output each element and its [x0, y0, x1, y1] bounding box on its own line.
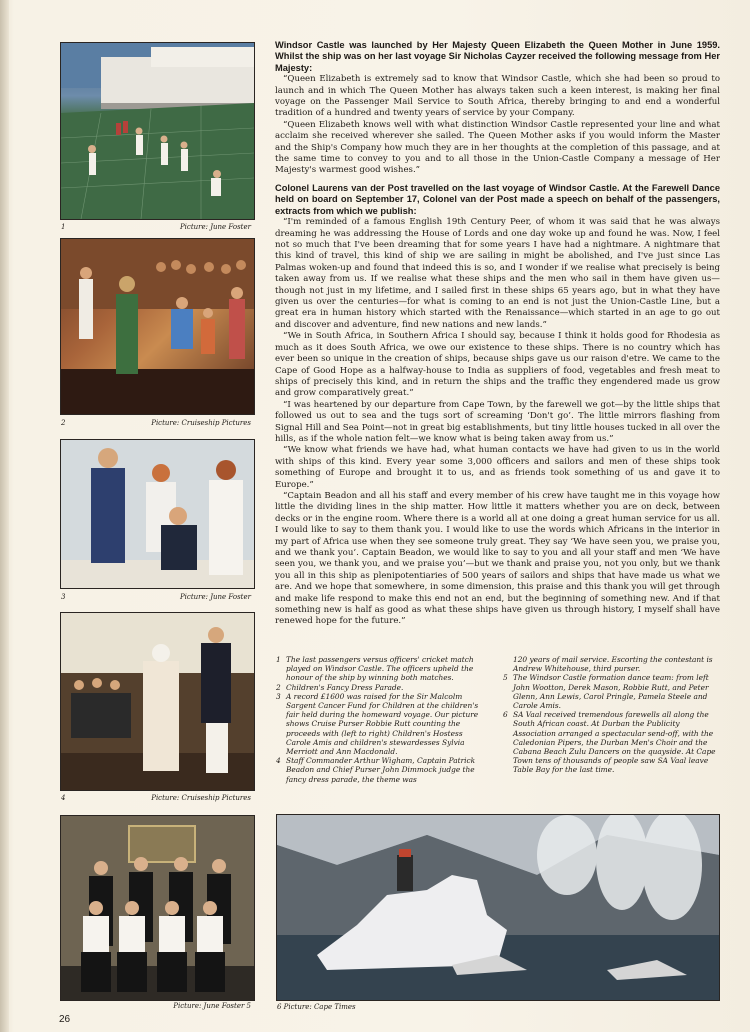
caption-text: Children's Fancy Dress Parade. — [286, 682, 404, 692]
photo-number: 4 — [61, 794, 66, 802]
photo-1-caption — [60, 223, 253, 234]
article-paragraph: “We know what friends we have had, what human contacts we have had given to us in the world with ships of this kind. Every year some 3,000 officers and sailors and men of these ships took something of Europe and brought it to us, and as friends took something of us and gave it to Europe.” — [275, 445, 720, 490]
caption-item — [276, 756, 486, 784]
fancy-dress-illustration — [61, 239, 254, 414]
caption-item — [503, 655, 719, 673]
caption-item — [276, 692, 486, 756]
caption-text: The last passengers versus officers' cricket match played on Windsor Castle. The officers upheld the honour of the ship by winning both matches. — [286, 655, 474, 683]
photo-6-credit: 6 Picture: Cape Times — [277, 1003, 356, 1011]
dance-team-illustration — [61, 816, 254, 1000]
captions-right-column — [503, 655, 719, 775]
photo-number: 2 — [61, 419, 66, 427]
photo-fancy-dress-parade — [60, 238, 255, 415]
photo-4-caption — [60, 794, 253, 805]
photo-sa-vaal-departure — [276, 814, 720, 1001]
article-paragraph: “Captain Beadon and all his staff and every member of his crew have taught me in this voyage how little the dividing lines in the ship matter. How little it matters whether you are on deck, between decks or in the engine room. Where there is a world all at one doing a great human service for us all. I would like to say to them thank you. I would like to use the words which Africans in the interior in my part of Africa use when they see someone truly great. They say ‘We have seen you, we praise you, and we thank you’. Captain Beadon, we would like to say to you and all your staff and men ‘We have seen you, we thank you, and we praise you’—but we thank and praise you, not you only, but we thank you all in this ship as plenipotentiaries of 500 years of sailors and ships that have made us what we are. And we hope that somewhere, in some dimension, this praise and this thank you will get through and make life respond to make this end not an end, but the beginning of something new. And if that something new is half as good as what these ships have given us through history, I myself shall have renewed hope for the future.” — [275, 490, 720, 627]
photo-3-caption — [60, 593, 253, 604]
photo-cricket-match — [60, 42, 255, 220]
queen-mother-message — [275, 40, 720, 177]
article-paragraph: “Queen Elizabeth knows well with what distinction Windsor Castle represented your line and what acclaim she received wherever she sailed. The Queen Mother asks if you would inform the Master and the Ship's Company how much they are in her thoughts at the completion of this passage, and at the same time to convey to you and to all those in the Union-Castle Company a message of Her Majesty's warmest good wishes.” — [275, 119, 720, 176]
counting-proceeds-illustration — [61, 440, 254, 588]
photo-5-caption — [60, 1002, 253, 1013]
photo-credit: Picture: June Foster — [179, 223, 251, 231]
photo-counting-proceeds — [60, 439, 255, 589]
caption-text: 120 years of mail service. Escorting the contestant is Andrew Whitehouse, third purser. — [513, 655, 713, 674]
page-number: 26 — [59, 1014, 71, 1025]
article-paragraph: “We in South Africa, in Southern Africa I should say, because I think it holds good for Rhodesia as much as it does South Africa, we owe our existence to these ships. There is no country which has ever been so unique in the creation of ships, because ships gave us our raison d'etre. We came to the Cape of Good Hope as a halfway-house to India as suppliers of food, vegetables and fresh meat to ships of precisely this kind, and in return the ships and the traffic they engendered made us grow and grow comparatively great.” — [275, 331, 720, 399]
captions-left-column — [276, 655, 486, 784]
van-der-post-speech — [275, 183, 720, 628]
ship-departure-illustration — [277, 815, 719, 1000]
article-lead: Colonel Laurens van der Post travelled on the last voyage of Windsor Castle. At the Farewell Dance held on board on September 17, Colonel van der Post made a speech on behalf of the passengers, extracts from which we publish: — [275, 183, 720, 216]
photo-number: 3 — [61, 593, 66, 601]
photo-number: 1 — [61, 223, 66, 231]
photo-credit: Picture: June Foster — [179, 593, 251, 601]
caption-text: SA Vaal received tremendous farewells all along the South African coast. At Durban the Publicity Association arranged a spectacular send-off, with the Caledonian Pipers, the Durban Men's Choir and the Cabana Beach Zulu Dancers on the quayside. At Cape Town tens of thousands of people saw SA Vaal leave Table Bay for the last time. — [513, 710, 716, 775]
caption-number: 3 — [276, 691, 281, 701]
caption-number: 1 — [276, 655, 281, 664]
article-paragraph: “I was heartened by our departure from Cape Town, by the farewell we got—by the little ships that followed us out to sea and the tugs sort of screaming ‘Don't go’. The little mirrors flashing from Signal Hill and Sea Point—not in great big establishments, but tiny little houses tucked in all over the hills, as if the whole nation felt—we know what is being taken away from us.” — [275, 399, 720, 444]
photo-credit: Picture: Cruiseship Pictures — [151, 419, 251, 427]
page-binding-edge — [0, 0, 9, 1032]
cricket-scene-illustration — [61, 43, 254, 219]
photo-credit: Picture: Cruiseship Pictures — [151, 794, 251, 802]
photo-credit: Picture: June Foster 5 — [173, 1002, 251, 1010]
caption-number: 5 — [503, 673, 508, 683]
caption-number: 4 — [276, 756, 281, 766]
article-paragraph: “I'm reminded of a famous English 19th Century Peer, of whom it was said that he was always dreaming he was addressing the House of Lords and one day woke up and found he was. Now, I feel not so much that I've been dreaming that for some years I have had a nightmare. A nightmare that this kind of travel, this kind of ship we are sailing in might be abolished, and I've just since Las Palmas woken-up and found that indeed this is so, and I wonder if we realise what precisely is being taken away from us. If we realise what these ships and the men who sail in them have given us—though not just in my lifetime, and I sailed first in these ships 65 years ago, but in what they have given us over the centuries—for what is coming to an end is not just the Union-Castle Line, but a great era in human history which started with the Renaissance—which started in an age to go out and discover and adventure, find new nations and new lands.” — [275, 217, 720, 330]
caption-text: The Windsor Castle formation dance team: from left John Wootton, Derek Mason, Robbie Rutt, and Peter Glenn, Ann Lewis, Carol Pringle, Pamela Steele and Carole Amis. — [513, 673, 709, 711]
caption-number: 2 — [276, 682, 281, 692]
article-paragraph: “Queen Elizabeth is extremely sad to know that Windsor Castle, which she had been so proud to launch and in which The Queen Mother has always taken such a keen interest, is making her final voyage on the Passenger Mail Service to South Africa, thereby bringing to and end a wonderful tradition of a hundred and twenty years of service by your Company. — [275, 74, 720, 119]
caption-item — [503, 673, 719, 710]
judging-illustration — [61, 613, 254, 790]
caption-item — [276, 655, 486, 683]
caption-item — [276, 683, 486, 692]
photo-2-caption — [60, 419, 253, 430]
article-lead: Windsor Castle was launched by Her Majesty Queen Elizabeth the Queen Mother in June 1959. Whilst the ship was on her last voyage Sir Nicholas Cayzer received the following message from Her Majesty: — [275, 40, 720, 73]
caption-number: 6 — [503, 710, 508, 720]
caption-text: Staff Commander Arthur Wigham, Captain Patrick Beadon and Chief Purser John Dimmock judge the fancy dress parade, the theme was — [286, 756, 476, 784]
caption-text: A record £1600 was raised for the Sir Malcolm Sargent Cancer Fund for Children at the children's fair held during the homeward voyage. Our picture shows Cruise Purser Robbie Rutt counting the proceeds with (left to right) Children's Hostess Carole Amis and children's stewardesses Sylvia Merriott and Ann Macdonald. — [286, 691, 479, 757]
photo-judging-parade — [60, 612, 255, 791]
caption-item — [503, 710, 719, 774]
photo-formation-dance-team — [60, 815, 255, 1001]
